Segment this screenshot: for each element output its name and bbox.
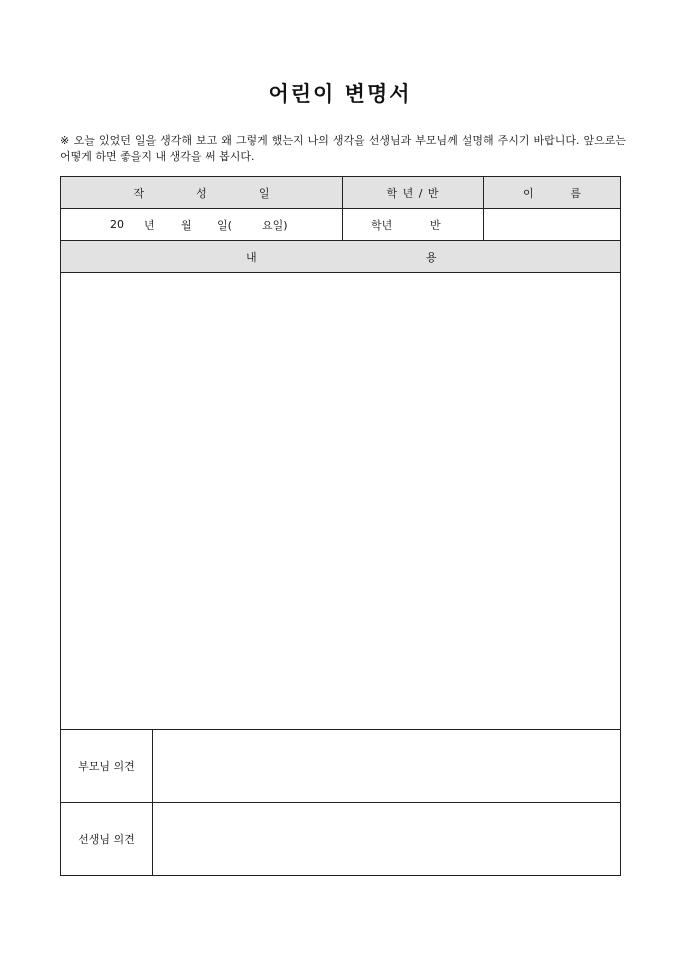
content-body-area[interactable] (61, 273, 620, 730)
teacher-opinion-row (61, 803, 620, 875)
grade-unit: 학년 (371, 218, 393, 232)
date-header-cell (61, 177, 343, 208)
teacher-opinion-label: 선생님 의견 (78, 833, 135, 846)
name-header-char: 이 (523, 186, 534, 200)
statement-form (60, 176, 621, 876)
name-header-char: 름 (570, 186, 581, 200)
grade-class-value-cell[interactable] (343, 209, 484, 240)
parent-opinion-field[interactable] (153, 730, 620, 802)
date-month-unit: 월 (181, 218, 192, 232)
content-header-char: 내 (246, 250, 257, 264)
date-header-char: 성 (196, 186, 207, 200)
date-header-char: 일 (258, 186, 270, 200)
date-value-cell[interactable] (61, 209, 343, 240)
teacher-opinion-field[interactable] (153, 803, 620, 875)
grade-class-header-cell (343, 177, 484, 208)
date-weekday-unit: 요일) (262, 218, 288, 232)
date-year-unit: 년 (144, 218, 155, 232)
teacher-opinion-label-cell (61, 803, 153, 875)
date-year-prefix: 20 (110, 218, 124, 231)
parent-opinion-label-cell (61, 730, 153, 802)
class-unit: 반 (430, 218, 441, 232)
content-header-row (61, 241, 620, 273)
date-day-unit: 일( (217, 218, 232, 232)
name-header-cell (484, 177, 620, 208)
values-row (61, 209, 620, 241)
page-title: 어린이 변명서 (268, 81, 412, 106)
parent-opinion-label: 부모님 의견 (78, 760, 135, 773)
instruction-text: ※ 오늘 있었던 일을 생각해 보고 왜 그렇게 했는지 나의 생각을 선생님과 부모님께 설명해 주시기 바랍니다. 앞으로는 어떻게 하면 좋을지 내 생각을 써 봅시다. (60, 134, 626, 163)
name-value-cell[interactable] (484, 209, 620, 240)
date-header-char: 작 (133, 186, 145, 200)
content-header-char: 용 (426, 250, 437, 264)
content-header-cell (61, 241, 620, 272)
grade-class-header: 학 년 / 반 (386, 186, 440, 200)
parent-opinion-row (61, 730, 620, 803)
header-row (61, 177, 620, 209)
